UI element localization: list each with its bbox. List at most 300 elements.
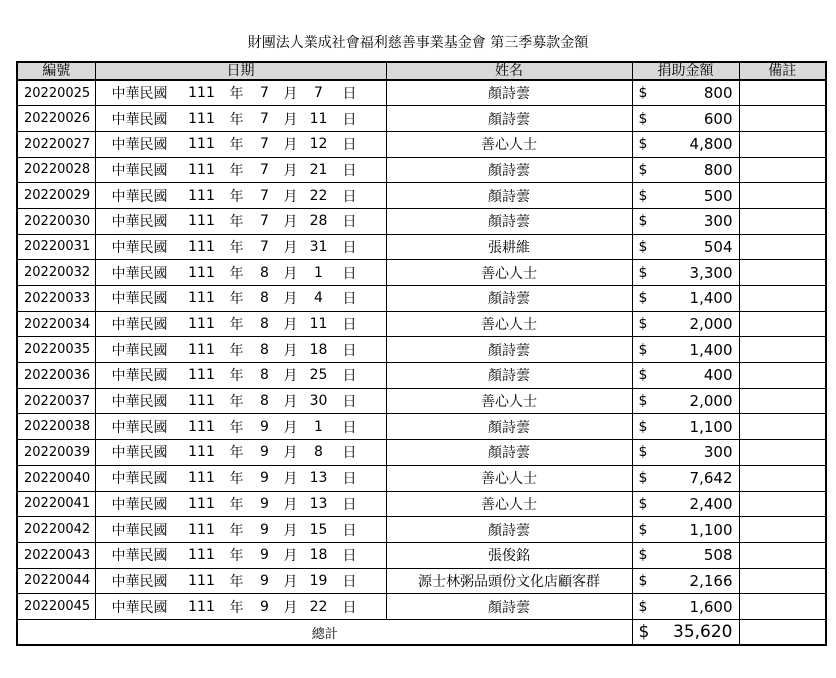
currency-symbol: $ <box>638 110 648 127</box>
record-number: 20220030 <box>17 208 95 234</box>
date-month: 9 <box>260 521 269 538</box>
amount-cell <box>632 363 739 389</box>
day-label: 日 <box>342 86 357 103</box>
page-title: 財團法人業成社會福利慈善事業基金會 第三季募款金額 <box>247 35 589 51</box>
note-cell <box>739 131 826 157</box>
donor-name: 善心人士 <box>386 260 632 286</box>
date-month: 7 <box>260 238 269 255</box>
record-number: 20220028 <box>17 157 95 183</box>
record-number: 20220039 <box>17 440 95 466</box>
note-cell <box>739 440 826 466</box>
note-cell <box>739 286 826 312</box>
day-label: 日 <box>342 265 357 282</box>
date-cell <box>95 80 386 106</box>
note-cell <box>739 517 826 543</box>
date-day: 13 <box>309 470 328 487</box>
amount-cell <box>632 517 739 543</box>
amount-cell <box>632 80 739 106</box>
era-label: 中華民國 <box>111 419 168 436</box>
era-label: 中華民國 <box>111 573 168 590</box>
date-month: 9 <box>260 495 269 512</box>
day-label: 日 <box>342 522 357 539</box>
amount-cell <box>632 388 739 414</box>
donor-name: 張俊銘 <box>386 542 632 568</box>
amount-cell <box>632 286 739 312</box>
date-cell <box>95 260 386 286</box>
date-cell <box>95 234 386 260</box>
date-day: 12 <box>309 136 328 153</box>
era-label: 中華民國 <box>111 188 168 205</box>
date-cell <box>95 568 386 594</box>
donor-name: 顏詩蕓 <box>386 594 632 620</box>
day-label: 日 <box>342 419 357 436</box>
record-number: 20220035 <box>17 337 95 363</box>
month-label: 月 <box>283 188 298 205</box>
month-label: 月 <box>283 317 298 334</box>
era-label: 中華民國 <box>111 368 168 385</box>
date-cell <box>95 491 386 517</box>
date-year: 111 <box>188 161 215 178</box>
date-day: 21 <box>309 161 328 178</box>
donation-amount: 2,400 <box>689 494 733 513</box>
date-cell <box>95 542 386 568</box>
date-cell <box>95 106 386 132</box>
date-day: 18 <box>309 341 328 358</box>
day-label: 日 <box>342 239 357 256</box>
note-cell <box>739 414 826 440</box>
donor-name: 顏詩蕓 <box>386 80 632 106</box>
amount-cell <box>632 568 739 594</box>
month-label: 月 <box>283 214 298 231</box>
date-month: 8 <box>260 264 269 281</box>
date-month: 7 <box>260 213 269 230</box>
currency-symbol: $ <box>638 367 648 384</box>
day-label: 日 <box>342 342 357 359</box>
date-day: 30 <box>309 393 328 410</box>
date-year: 111 <box>188 393 215 410</box>
date-year: 111 <box>188 547 215 564</box>
table-row <box>17 260 826 286</box>
record-number: 20220032 <box>17 260 95 286</box>
amount-cell <box>632 106 739 132</box>
currency-symbol: $ <box>638 85 648 102</box>
year-label: 年 <box>229 111 244 128</box>
era-label: 中華民國 <box>111 291 168 308</box>
note-cell <box>739 157 826 183</box>
date-month: 7 <box>260 136 269 153</box>
date-month: 9 <box>260 470 269 487</box>
currency-symbol: $ <box>638 238 648 255</box>
date-day: 19 <box>309 572 328 589</box>
era-label: 中華民國 <box>111 445 168 462</box>
date-year: 111 <box>188 213 215 230</box>
table-row <box>17 517 826 543</box>
month-label: 月 <box>283 548 298 565</box>
day-label: 日 <box>342 471 357 488</box>
year-label: 年 <box>229 265 244 282</box>
date-cell <box>95 337 386 363</box>
donation-amount: 2,000 <box>689 315 733 334</box>
total-row <box>17 619 826 645</box>
header-no: 編號 <box>17 62 95 80</box>
amount-cell <box>632 208 739 234</box>
note-cell <box>739 80 826 106</box>
donor-name: 源士林粥品頭份文化店顧客群 <box>386 568 632 594</box>
month-label: 月 <box>283 394 298 411</box>
currency-symbol: $ <box>638 521 648 538</box>
day-label: 日 <box>342 188 357 205</box>
donation-amount: 300 <box>703 212 733 231</box>
date-cell <box>95 131 386 157</box>
date-cell <box>95 594 386 620</box>
currency-symbol: $ <box>638 495 648 512</box>
total-label: 總計 <box>17 619 632 645</box>
day-label: 日 <box>342 291 357 308</box>
date-year: 111 <box>188 367 215 384</box>
donor-name: 善心人士 <box>386 311 632 337</box>
note-cell <box>739 311 826 337</box>
date-cell <box>95 286 386 312</box>
amount-cell <box>632 260 739 286</box>
date-year: 111 <box>188 418 215 435</box>
year-label: 年 <box>229 317 244 334</box>
donor-name: 顏詩蕓 <box>386 183 632 209</box>
amount-cell <box>632 465 739 491</box>
donation-table <box>16 61 827 646</box>
era-label: 中華民國 <box>111 599 168 616</box>
donor-name: 顏詩蕓 <box>386 517 632 543</box>
era-label: 中華民國 <box>111 317 168 334</box>
day-label: 日 <box>342 317 357 334</box>
date-year: 111 <box>188 238 215 255</box>
date-year: 111 <box>188 341 215 358</box>
month-label: 月 <box>283 471 298 488</box>
donation-amount: 1,400 <box>689 340 733 359</box>
month-label: 月 <box>283 445 298 462</box>
year-label: 年 <box>229 496 244 513</box>
date-month: 9 <box>260 418 269 435</box>
table-row <box>17 286 826 312</box>
date-month: 8 <box>260 393 269 410</box>
donor-name: 顏詩蕓 <box>386 157 632 183</box>
donor-name: 善心人士 <box>386 388 632 414</box>
donor-name: 顏詩蕓 <box>386 208 632 234</box>
record-number: 20220044 <box>17 568 95 594</box>
donation-amount: 800 <box>703 160 733 179</box>
date-cell <box>95 157 386 183</box>
note-cell <box>739 388 826 414</box>
table-row <box>17 414 826 440</box>
year-label: 年 <box>229 86 244 103</box>
date-day: 25 <box>309 367 328 384</box>
month-label: 月 <box>283 291 298 308</box>
currency-symbol: $ <box>638 290 648 307</box>
record-number: 20220038 <box>17 414 95 440</box>
date-cell <box>95 440 386 466</box>
donation-amount: 1,100 <box>689 417 733 436</box>
date-month: 9 <box>260 572 269 589</box>
note-cell <box>739 363 826 389</box>
note-cell <box>739 594 826 620</box>
date-day: 1 <box>314 418 323 435</box>
header-amount: 捐助金額 <box>632 62 739 80</box>
record-number: 20220036 <box>17 363 95 389</box>
date-year: 111 <box>188 290 215 307</box>
date-month: 9 <box>260 598 269 615</box>
year-label: 年 <box>229 137 244 154</box>
month-label: 月 <box>283 419 298 436</box>
date-day: 7 <box>314 85 323 102</box>
month-label: 月 <box>283 162 298 179</box>
year-label: 年 <box>229 214 244 231</box>
date-month: 8 <box>260 367 269 384</box>
record-number: 20220031 <box>17 234 95 260</box>
date-day: 8 <box>314 444 323 461</box>
year-label: 年 <box>229 445 244 462</box>
date-day: 11 <box>309 316 328 333</box>
date-month: 7 <box>260 110 269 127</box>
donation-amount: 300 <box>703 443 733 462</box>
table-row <box>17 106 826 132</box>
amount-cell <box>632 414 739 440</box>
donation-amount: 504 <box>703 237 733 256</box>
year-label: 年 <box>229 419 244 436</box>
record-number: 20220025 <box>17 80 95 106</box>
date-day: 4 <box>314 290 323 307</box>
date-month: 9 <box>260 547 269 564</box>
note-cell <box>739 542 826 568</box>
note-cell <box>739 260 826 286</box>
date-month: 8 <box>260 290 269 307</box>
date-cell <box>95 465 386 491</box>
amount-cell <box>632 131 739 157</box>
note-cell <box>739 337 826 363</box>
day-label: 日 <box>342 599 357 616</box>
month-label: 月 <box>283 496 298 513</box>
donor-name: 善心人士 <box>386 465 632 491</box>
date-year: 111 <box>188 110 215 127</box>
table-row <box>17 157 826 183</box>
date-year: 111 <box>188 470 215 487</box>
date-cell <box>95 517 386 543</box>
total-amount-cell <box>632 619 739 645</box>
table-row <box>17 440 826 466</box>
era-label: 中華民國 <box>111 471 168 488</box>
table-row <box>17 208 826 234</box>
era-label: 中華民國 <box>111 548 168 565</box>
era-label: 中華民國 <box>111 265 168 282</box>
day-label: 日 <box>342 548 357 565</box>
currency-symbol: $ <box>638 161 648 178</box>
record-number: 20220043 <box>17 542 95 568</box>
donor-name: 顏詩蕓 <box>386 286 632 312</box>
table-row <box>17 311 826 337</box>
donation-amount: 1,600 <box>689 597 733 616</box>
era-label: 中華民國 <box>111 137 168 154</box>
table-row <box>17 363 826 389</box>
record-number: 20220033 <box>17 286 95 312</box>
amount-cell <box>632 311 739 337</box>
month-label: 月 <box>283 368 298 385</box>
date-cell <box>95 183 386 209</box>
year-label: 年 <box>229 548 244 565</box>
year-label: 年 <box>229 394 244 411</box>
date-month: 8 <box>260 341 269 358</box>
donation-amount: 800 <box>703 84 733 103</box>
date-day: 13 <box>309 495 328 512</box>
date-cell <box>95 363 386 389</box>
date-day: 15 <box>309 521 328 538</box>
month-label: 月 <box>283 265 298 282</box>
donor-name: 顏詩蕓 <box>386 414 632 440</box>
table-row <box>17 131 826 157</box>
date-year: 111 <box>188 495 215 512</box>
day-label: 日 <box>342 496 357 513</box>
date-year: 111 <box>188 85 215 102</box>
note-cell <box>739 568 826 594</box>
header-note: 備註 <box>739 62 826 80</box>
donor-name: 張耕維 <box>386 234 632 260</box>
day-label: 日 <box>342 214 357 231</box>
era-label: 中華民國 <box>111 394 168 411</box>
date-year: 111 <box>188 316 215 333</box>
year-label: 年 <box>229 239 244 256</box>
amount-cell <box>632 337 739 363</box>
table-row <box>17 491 826 517</box>
note-cell <box>739 183 826 209</box>
amount-cell <box>632 234 739 260</box>
month-label: 月 <box>283 522 298 539</box>
year-label: 年 <box>229 368 244 385</box>
donation-amount: 7,642 <box>689 469 733 488</box>
currency-symbol: $ <box>638 572 648 589</box>
table-row <box>17 568 826 594</box>
era-label: 中華民國 <box>111 86 168 103</box>
day-label: 日 <box>342 137 357 154</box>
date-day: 28 <box>309 213 328 230</box>
era-label: 中華民國 <box>111 239 168 256</box>
record-number: 20220026 <box>17 106 95 132</box>
currency-symbol: $ <box>638 136 648 153</box>
donation-amount: 508 <box>703 546 733 565</box>
donation-amount: 1,400 <box>689 289 733 308</box>
donor-name: 顏詩蕓 <box>386 106 632 132</box>
day-label: 日 <box>342 394 357 411</box>
header-name: 姓名 <box>386 62 632 80</box>
header-row <box>17 62 826 80</box>
date-month: 7 <box>260 161 269 178</box>
era-label: 中華民國 <box>111 522 168 539</box>
donation-amount: 2,000 <box>689 392 733 411</box>
currency-symbol: $ <box>638 547 648 564</box>
record-number: 20220027 <box>17 131 95 157</box>
date-year: 111 <box>188 598 215 615</box>
note-cell <box>739 234 826 260</box>
header-date: 日期 <box>95 62 386 80</box>
date-month: 8 <box>260 316 269 333</box>
month-label: 月 <box>283 573 298 590</box>
currency-symbol: $ <box>638 213 648 230</box>
currency-symbol: $ <box>638 470 648 487</box>
donation-amount: 1,100 <box>689 520 733 539</box>
day-label: 日 <box>342 368 357 385</box>
currency-symbol: $ <box>638 393 648 410</box>
date-year: 111 <box>188 187 215 204</box>
donor-name: 顏詩蕓 <box>386 440 632 466</box>
date-year: 111 <box>188 264 215 281</box>
year-label: 年 <box>229 573 244 590</box>
note-cell <box>739 106 826 132</box>
amount-cell <box>632 491 739 517</box>
donor-name: 顏詩蕓 <box>386 337 632 363</box>
currency-symbol: $ <box>638 187 648 204</box>
amount-cell <box>632 183 739 209</box>
date-day: 22 <box>309 598 328 615</box>
currency-symbol: $ <box>638 341 648 358</box>
amount-cell <box>632 440 739 466</box>
donation-amount: 4,800 <box>689 135 733 154</box>
month-label: 月 <box>283 86 298 103</box>
month-label: 月 <box>283 239 298 256</box>
date-year: 111 <box>188 521 215 538</box>
month-label: 月 <box>283 599 298 616</box>
era-label: 中華民國 <box>111 214 168 231</box>
currency-symbol: $ <box>638 598 648 615</box>
total-amount: 35,620 <box>673 622 733 643</box>
month-label: 月 <box>283 342 298 359</box>
day-label: 日 <box>342 445 357 462</box>
date-cell <box>95 414 386 440</box>
donor-name: 善心人士 <box>386 491 632 517</box>
date-year: 111 <box>188 444 215 461</box>
table-row <box>17 80 826 106</box>
era-label: 中華民國 <box>111 162 168 179</box>
note-cell <box>739 491 826 517</box>
donor-name: 顏詩蕓 <box>386 363 632 389</box>
record-number: 20220040 <box>17 465 95 491</box>
donation-amount: 2,166 <box>689 571 733 590</box>
table-row <box>17 465 826 491</box>
donation-amount: 3,300 <box>689 263 733 282</box>
table-row <box>17 594 826 620</box>
day-label: 日 <box>342 111 357 128</box>
note-cell <box>739 208 826 234</box>
date-day: 31 <box>309 238 328 255</box>
table-row <box>17 542 826 568</box>
date-day: 1 <box>314 264 323 281</box>
era-label: 中華民國 <box>111 111 168 128</box>
record-number: 20220041 <box>17 491 95 517</box>
month-label: 月 <box>283 137 298 154</box>
table-row <box>17 234 826 260</box>
year-label: 年 <box>229 291 244 308</box>
amount-cell <box>632 157 739 183</box>
date-cell <box>95 208 386 234</box>
donation-amount: 400 <box>703 366 733 385</box>
record-number: 20220042 <box>17 517 95 543</box>
record-number: 20220029 <box>17 183 95 209</box>
donation-amount: 600 <box>703 109 733 128</box>
year-label: 年 <box>229 188 244 205</box>
amount-cell <box>632 594 739 620</box>
date-month: 9 <box>260 444 269 461</box>
amount-cell <box>632 542 739 568</box>
day-label: 日 <box>342 162 357 179</box>
month-label: 月 <box>283 111 298 128</box>
donation-amount: 500 <box>703 186 733 205</box>
era-label: 中華民國 <box>111 342 168 359</box>
table-row <box>17 183 826 209</box>
